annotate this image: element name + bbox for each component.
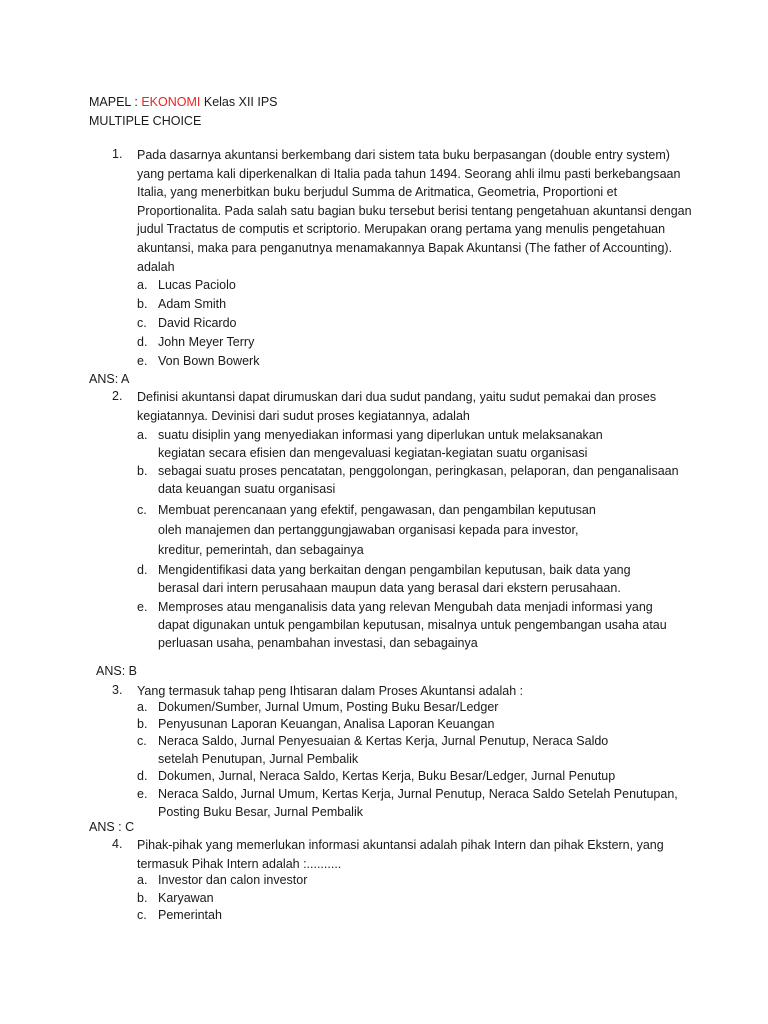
option-text: Investor dan calon investor (158, 873, 308, 887)
option-letter: e. (137, 354, 148, 368)
option-text: Memproses atau menganalisis data yang relevan Mengubah data menjadi informasi yang dapat digunakan untuk pengambilan keputusan, misalnya untuk pengembangan usaha atau perluasan usaha, penambahan investasi, dan sebagainya (158, 600, 667, 650)
question-1-answer: ANS: A (89, 372, 130, 386)
option-text: Karyawan (158, 891, 214, 905)
option-text: Dokumen, Jurnal, Neraca Saldo, Kertas Kerja, Buku Besar/Ledger, Jurnal Penutup (158, 769, 616, 783)
option-letter: a. (137, 428, 148, 442)
option-text: Dokumen/Sumber, Jurnal Umum, Posting Buku Besar/Ledger (158, 700, 499, 714)
subject-name: EKONOMI (141, 95, 201, 109)
option-letter: e. (137, 600, 148, 614)
question-4-number: 4. (112, 837, 123, 851)
question-1-number: 1. (112, 147, 123, 161)
option-letter: d. (137, 769, 148, 783)
option-letter: e. (137, 787, 148, 801)
question-4-option-b (137, 889, 214, 907)
question-2-option-c (137, 500, 596, 557)
option-text: John Meyer Terry (158, 335, 255, 349)
option-text: Mengidentifikasi data yang berkaitan dengan pengambilan keputusan, baik data yang berasal dari intern perusahaan maupun data yang berasal dari ekstern perusahaan. (158, 563, 631, 595)
option-letter: a. (137, 700, 148, 714)
question-2-option-a (137, 426, 603, 460)
option-text: Lucas Paciolo (158, 278, 236, 292)
question-2-option-d (137, 561, 631, 595)
mapel-prefix: MAPEL : (89, 95, 142, 109)
option-text: David Ricardo (158, 316, 237, 330)
class-label: Kelas XII IPS (200, 95, 278, 109)
document-header (89, 93, 278, 131)
option-text: Adam Smith (158, 297, 227, 311)
question-1-option-d (137, 333, 255, 351)
option-letter: c. (137, 734, 147, 748)
question-2-number: 2. (112, 389, 123, 403)
question-3-option-e (137, 785, 678, 819)
question-3-option-c (137, 732, 609, 766)
option-text: Pemerintah (158, 908, 222, 922)
question-2-option-e (137, 598, 667, 650)
option-letter: c. (137, 316, 147, 330)
option-letter: b. (137, 891, 148, 905)
question-2-text: Definisi akuntansi dapat dirumuskan dari dua sudut pandang, yaitu sudut pemakai dan proses kegiatannya. Devinisi dari sudut proses kegiatannya, adalah (137, 390, 657, 423)
question-1-option-e (137, 352, 260, 370)
question-2-answer: ANS: B (96, 664, 137, 678)
question-3-answer: ANS : C (89, 820, 135, 834)
option-text: suatu disiplin yang menyediakan informasi yang diperlukan untuk melaksanakan kegiatan secara efisien dan mengevaluasi kegiatan-kegiatan suatu organisasi (158, 428, 603, 460)
option-text: sebagai suatu proses pencatatan, penggolongan, peringkasan, pelaporan, dan penganalisaan data keuangan suatu organisasi (158, 464, 679, 496)
option-text: Neraca Saldo, Jurnal Umum, Kertas Kerja, Jurnal Penutup, Neraca Saldo Setelah Penutupan, Posting Buku Besar, Jurnal Pembalik (158, 787, 678, 819)
question-1-option-c (137, 314, 237, 332)
question-1-text: Pada dasarnya akuntansi berkembang dari sistem tata buku berpasangan (double entry system) yang pertama kali diperkenalkan di Italia pada tahun 1494. Seorang ahli ilmu pasti berkebangsaan Italia, yang menerbitkan buku berjudul Summa de Aritmatica, Geometria, Proportioni et Proportionalita. Pada salah satu bagian buku tersebut berisi tentang pengetahuan akuntansi dengan judul Tractatus de computis et scriptorio. Merupakan orang pertama yang menulis pengetahuan akuntansi, maka para penganutnya menamakannya Bapak Akuntansi (The father of Accounting). adalah (137, 148, 692, 274)
option-letter: c. (137, 503, 147, 517)
option-text: Von Bown Bowerk (158, 354, 260, 368)
subject-line (89, 93, 278, 112)
option-letter: b. (137, 464, 148, 478)
option-text: Penyusunan Laporan Keuangan, Analisa Laporan Keuangan (158, 717, 495, 731)
option-text: Neraca Saldo, Jurnal Penyesuaian & Kertas Kerja, Jurnal Penutup, Neraca Saldo setelah Penutupan, Jurnal Pembalik (158, 734, 609, 766)
option-letter: a. (137, 278, 148, 292)
question-3-text: Yang termasuk tahap peng Ihtisaran dalam Proses Akuntansi adalah : (137, 684, 524, 698)
question-3-option-b (137, 715, 495, 733)
option-text: Membuat perencanaan yang efektif, pengawasan, dan pengambilan keputusan oleh manajemen dan pertanggungjawaban organisasi kepada para investor, kreditur, pemerintah, dan sebagainya (158, 503, 596, 557)
question-1-option-b (137, 295, 227, 313)
question-3-option-d (137, 767, 616, 785)
question-type: MULTIPLE CHOICE (89, 114, 202, 128)
question-3-option-a (137, 698, 499, 716)
question-4-option-a (137, 871, 308, 889)
question-4-option-c (137, 906, 222, 924)
option-letter: b. (137, 717, 148, 731)
option-letter: d. (137, 335, 148, 349)
question-2-option-b (137, 462, 679, 496)
option-letter: a. (137, 873, 148, 887)
option-letter: d. (137, 563, 148, 577)
option-letter: c. (137, 908, 147, 922)
question-3-number: 3. (112, 683, 123, 697)
option-letter: b. (137, 297, 148, 311)
question-1-option-a (137, 276, 236, 294)
question-4-text: Pihak-pihak yang memerlukan informasi akuntansi adalah pihak Intern dan pihak Ekstern, yang termasuk Pihak Intern adalah :.......... (137, 838, 664, 871)
